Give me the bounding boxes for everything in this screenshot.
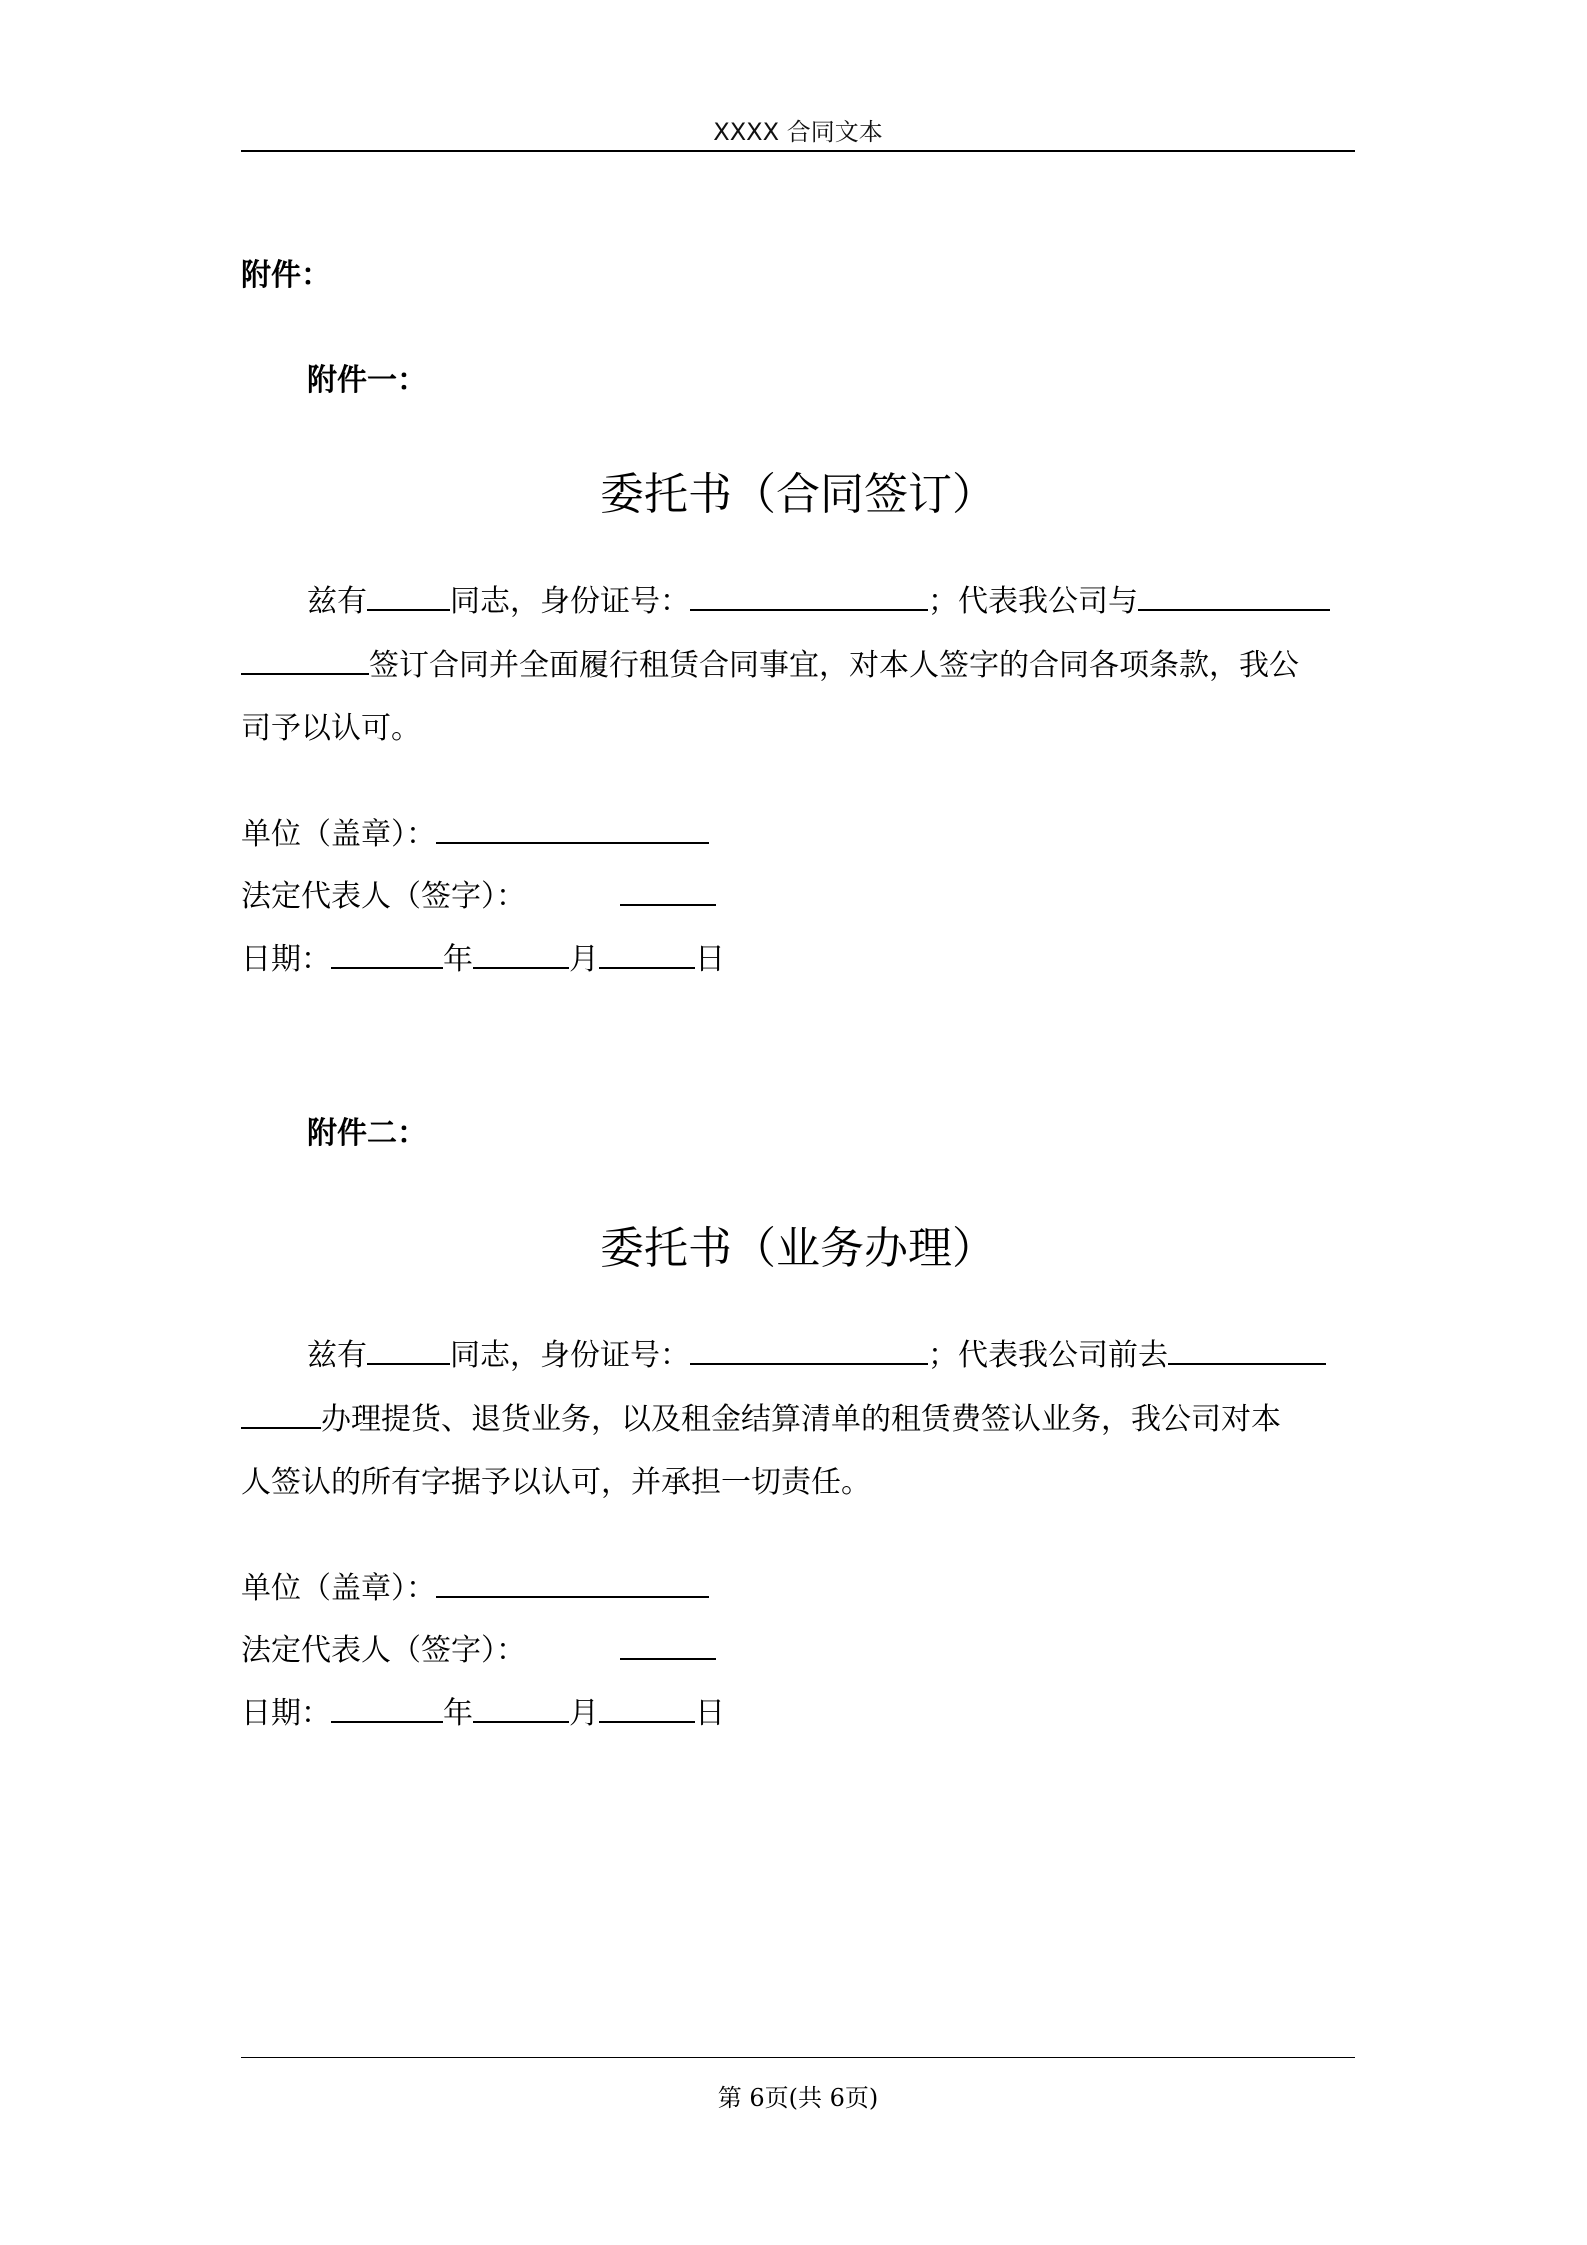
text-segment: 同志，身份证号： [450, 1338, 690, 1373]
text-segment: 同志，身份证号： [450, 584, 690, 619]
year-label: 年 [443, 942, 473, 977]
year-blank [331, 1695, 443, 1723]
attachment1-unit-line [241, 815, 709, 855]
attachment2-paragraph-line3: 人签认的所有字据予以认可，并承担一切责任。 [241, 1465, 871, 1500]
text-segment: ；代表我公司前去 [928, 1338, 1168, 1373]
month-blank [473, 941, 569, 969]
page-number: 第 6页(共 6页) [717, 2084, 879, 2112]
rep-label: 法定代表人（签字）： [241, 879, 526, 914]
attachment2-label: 附件二： [307, 1116, 427, 1151]
footer-rule [241, 2057, 1355, 2058]
year-blank [331, 941, 443, 969]
month-blank [473, 1695, 569, 1723]
destination-blank [1168, 1337, 1326, 1365]
attachment1-title: 委托书（合同签订） [600, 469, 996, 520]
month-label: 月 [569, 942, 599, 977]
year-label: 年 [443, 1696, 473, 1731]
counterparty-blank-cont [241, 647, 369, 675]
destination-blank-cont [241, 1401, 321, 1429]
day-blank [599, 1695, 695, 1723]
signature-blank [620, 1632, 716, 1660]
day-label: 日 [695, 1696, 725, 1731]
attachment2-title: 委托书（业务办理） [600, 1223, 996, 1274]
date-label: 日期： [241, 1696, 331, 1731]
text-segment: 兹有 [307, 1338, 367, 1373]
attachment1-paragraph-line1 [307, 582, 1330, 622]
attachment2-unit-line [241, 1569, 709, 1609]
counterparty-blank [1138, 583, 1330, 611]
attachment1-paragraph-line3: 司予以认可。 [241, 711, 421, 746]
unit-label: 单位（盖章）： [241, 817, 436, 852]
text-segment: 办理提货、退货业务，以及租金结算清单的租赁费签认业务，我公司对本 [321, 1402, 1281, 1437]
attachment2-rep-line [241, 1631, 716, 1671]
month-label: 月 [569, 1696, 599, 1731]
attachment1-paragraph-line2 [241, 646, 1299, 686]
text-segment: 签订合同并全面履行租赁合同事宜，对本人签字的合同各项条款，我公 [369, 648, 1299, 683]
unit-blank [436, 816, 709, 844]
attachment2-date-line [241, 1694, 725, 1734]
page-header-title: XXXX 合同文本 [713, 118, 883, 146]
attachment1-rep-line [241, 877, 716, 917]
attachment1-label: 附件一： [307, 363, 427, 398]
attachments-heading: 附件： [241, 258, 331, 293]
day-label: 日 [695, 942, 725, 977]
unit-blank [436, 1570, 709, 1598]
date-label: 日期： [241, 942, 331, 977]
unit-label: 单位（盖章）： [241, 1571, 436, 1606]
id-number-blank [690, 583, 928, 611]
attachment2-paragraph-line2 [241, 1400, 1281, 1440]
name-blank [367, 1337, 450, 1365]
text-segment: 兹有 [307, 584, 367, 619]
text-segment: ；代表我公司与 [928, 584, 1138, 619]
header-rule [241, 150, 1355, 152]
rep-label: 法定代表人（签字）： [241, 1633, 526, 1668]
attachment1-date-line [241, 940, 725, 980]
attachment2-paragraph-line1 [307, 1336, 1326, 1376]
name-blank [367, 583, 450, 611]
signature-blank [620, 878, 716, 906]
day-blank [599, 941, 695, 969]
id-number-blank [690, 1337, 928, 1365]
